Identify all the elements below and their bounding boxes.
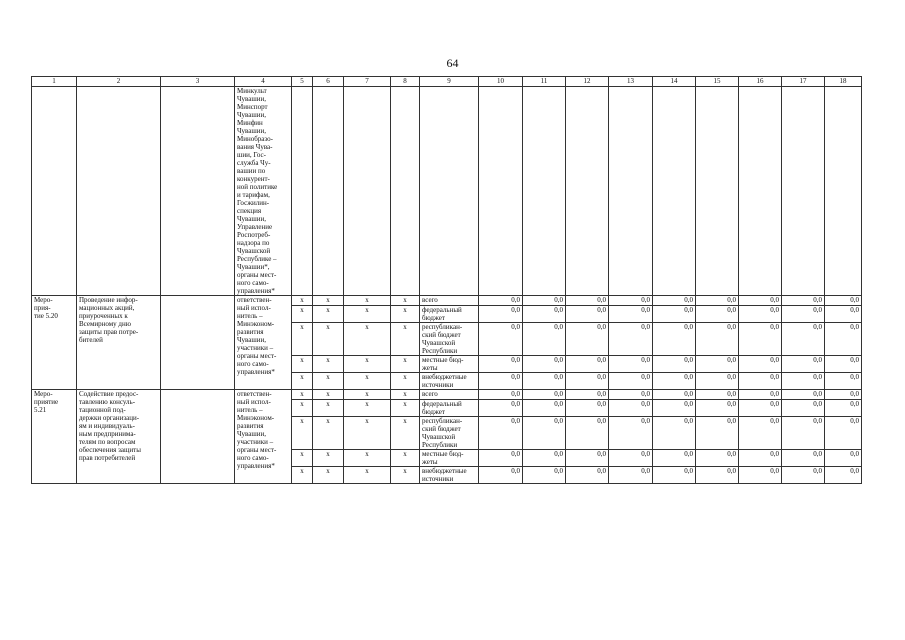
code-cell: x <box>313 450 344 467</box>
funding-value: 0,0 <box>825 323 862 356</box>
continuation-row <box>32 87 862 296</box>
code-cell: x <box>292 450 313 467</box>
funding-value: 0,0 <box>523 390 566 400</box>
funding-value: 0,0 <box>739 450 782 467</box>
cell-col3 <box>161 390 235 484</box>
funding-value: 0,0 <box>566 323 609 356</box>
funding-value: 0,0 <box>609 467 653 484</box>
funding-value: 0,0 <box>609 296 653 306</box>
funding-value: 0,0 <box>825 467 862 484</box>
cell-empty <box>825 87 862 296</box>
program-table <box>31 76 862 484</box>
column-number: 1 <box>32 77 77 87</box>
code-cell: x <box>344 450 391 467</box>
code-cell: x <box>313 417 344 450</box>
funding-value: 0,0 <box>653 390 696 400</box>
funding-value: 0,0 <box>523 296 566 306</box>
funding-value: 0,0 <box>653 467 696 484</box>
cell-empty <box>77 87 161 296</box>
funding-value: 0,0 <box>696 390 739 400</box>
column-number-row <box>32 77 862 87</box>
cell-empty <box>739 87 782 296</box>
code-cell: x <box>292 373 313 390</box>
funding-value: 0,0 <box>653 306 696 323</box>
code-cell: x <box>292 467 313 484</box>
funding-value: 0,0 <box>696 417 739 450</box>
cell-empty <box>782 87 825 296</box>
funding-value: 0,0 <box>782 306 825 323</box>
code-cell: x <box>391 400 420 417</box>
funding-value: 0,0 <box>653 356 696 373</box>
cell-empty <box>420 87 479 296</box>
funding-value: 0,0 <box>782 467 825 484</box>
column-number: 8 <box>391 77 420 87</box>
funding-value: 0,0 <box>609 400 653 417</box>
funding-source: внебюджетные источники <box>420 467 479 484</box>
code-cell: x <box>313 296 344 306</box>
funding-value: 0,0 <box>479 390 523 400</box>
funding-value: 0,0 <box>696 356 739 373</box>
activity-title: Проведение инфор- мационных акций, приуроченных к Всемирному дню защиты прав потре- бителей <box>77 296 161 390</box>
funding-source: внебюджетные источники <box>420 373 479 390</box>
funding-value: 0,0 <box>479 467 523 484</box>
funding-value: 0,0 <box>566 450 609 467</box>
code-cell: x <box>313 467 344 484</box>
funding-value: 0,0 <box>653 417 696 450</box>
code-cell: x <box>292 306 313 323</box>
funding-source: республикан- ский бюджет Чувашской Республики <box>420 417 479 450</box>
funding-value: 0,0 <box>609 323 653 356</box>
funding-value: 0,0 <box>523 356 566 373</box>
funding-value: 0,0 <box>566 390 609 400</box>
activity-code: Меро- приятие 5.21 <box>32 390 77 484</box>
activity-code: Меро- прия- тие 5.20 <box>32 296 77 390</box>
code-cell: x <box>344 373 391 390</box>
funding-value: 0,0 <box>479 417 523 450</box>
funding-value: 0,0 <box>739 296 782 306</box>
code-cell: x <box>344 417 391 450</box>
cell-col3 <box>161 296 235 390</box>
funding-value: 0,0 <box>739 323 782 356</box>
funding-value: 0,0 <box>523 467 566 484</box>
funding-value: 0,0 <box>523 306 566 323</box>
funding-source: федеральный бюджет <box>420 400 479 417</box>
code-cell: x <box>391 467 420 484</box>
funding-value: 0,0 <box>523 323 566 356</box>
cell-empty <box>653 87 696 296</box>
column-number: 9 <box>420 77 479 87</box>
code-cell: x <box>313 373 344 390</box>
code-cell: x <box>292 323 313 356</box>
code-cell: x <box>391 417 420 450</box>
funding-value: 0,0 <box>653 296 696 306</box>
funding-value: 0,0 <box>566 467 609 484</box>
code-cell: x <box>391 296 420 306</box>
code-cell: x <box>292 400 313 417</box>
funding-value: 0,0 <box>566 417 609 450</box>
cell-empty <box>609 87 653 296</box>
column-number: 6 <box>313 77 344 87</box>
code-cell: x <box>344 296 391 306</box>
column-number: 15 <box>696 77 739 87</box>
column-number: 2 <box>77 77 161 87</box>
code-cell: x <box>391 373 420 390</box>
funding-source: всего <box>420 390 479 400</box>
continuation-executors: Минкульт Чувашии, Минспорт Чувашии, Минфин Чувашии, Минобразо- вания Чува- шии, Гос- служба Чу- вашии по конкурент- ной политике и тарифам, Госжилин- спекция Чувашии, Управление Роспотреб- надзора по Чувашской Республике – Чувашии*, органы мест- ного само- управления* <box>235 87 292 296</box>
code-cell: x <box>344 390 391 400</box>
column-number: 12 <box>566 77 609 87</box>
funding-value: 0,0 <box>825 390 862 400</box>
funding-value: 0,0 <box>609 417 653 450</box>
column-number: 17 <box>782 77 825 87</box>
code-cell: x <box>313 356 344 373</box>
cell-empty <box>523 87 566 296</box>
funding-value: 0,0 <box>566 400 609 417</box>
code-cell: x <box>391 390 420 400</box>
funding-source: местные бюд- жеты <box>420 356 479 373</box>
funding-value: 0,0 <box>782 400 825 417</box>
cell-empty <box>696 87 739 296</box>
funding-value: 0,0 <box>739 467 782 484</box>
code-cell: x <box>313 390 344 400</box>
column-number: 3 <box>161 77 235 87</box>
funding-value: 0,0 <box>479 306 523 323</box>
funding-source: федеральный бюджет <box>420 306 479 323</box>
funding-value: 0,0 <box>825 296 862 306</box>
funding-value: 0,0 <box>653 323 696 356</box>
funding-value: 0,0 <box>825 417 862 450</box>
code-cell: x <box>313 306 344 323</box>
code-cell: x <box>391 323 420 356</box>
funding-value: 0,0 <box>782 373 825 390</box>
funding-value: 0,0 <box>825 356 862 373</box>
funding-value: 0,0 <box>566 306 609 323</box>
funding-value: 0,0 <box>739 417 782 450</box>
funding-value: 0,0 <box>479 400 523 417</box>
code-cell: x <box>313 323 344 356</box>
funding-source: республикан- ский бюджет Чувашской Республики <box>420 323 479 356</box>
code-cell: x <box>344 323 391 356</box>
funding-value: 0,0 <box>782 450 825 467</box>
code-cell: x <box>344 400 391 417</box>
funding-value: 0,0 <box>782 356 825 373</box>
column-number: 16 <box>739 77 782 87</box>
activity-title: Содействие предос- тавлению консуль- тационной под- держки организаци- ям и индивидуаль- ным предпринима- телям по вопросам обеспечения защиты прав потребителей <box>77 390 161 484</box>
code-cell: x <box>344 356 391 373</box>
cell-empty <box>344 87 391 296</box>
funding-value: 0,0 <box>653 450 696 467</box>
code-cell: x <box>292 390 313 400</box>
activity-executors: ответствен- ный испол- нитель – Минэконом- развития Чувашии, участники – органы мест- ного само- управления* <box>235 390 292 484</box>
table-row <box>32 296 862 306</box>
funding-value: 0,0 <box>609 356 653 373</box>
code-cell: x <box>391 356 420 373</box>
cell-empty <box>313 87 344 296</box>
funding-value: 0,0 <box>566 356 609 373</box>
column-number: 7 <box>344 77 391 87</box>
column-number: 5 <box>292 77 313 87</box>
funding-value: 0,0 <box>825 373 862 390</box>
funding-value: 0,0 <box>566 373 609 390</box>
funding-value: 0,0 <box>479 356 523 373</box>
funding-value: 0,0 <box>479 373 523 390</box>
code-cell: x <box>292 296 313 306</box>
funding-value: 0,0 <box>739 306 782 323</box>
cell-empty <box>566 87 609 296</box>
funding-value: 0,0 <box>479 450 523 467</box>
funding-value: 0,0 <box>696 306 739 323</box>
code-cell: x <box>391 450 420 467</box>
funding-value: 0,0 <box>739 400 782 417</box>
funding-value: 0,0 <box>782 296 825 306</box>
cell-empty <box>292 87 313 296</box>
funding-value: 0,0 <box>739 356 782 373</box>
funding-value: 0,0 <box>739 390 782 400</box>
cell-empty <box>161 87 235 296</box>
funding-value: 0,0 <box>696 467 739 484</box>
funding-source: всего <box>420 296 479 306</box>
column-number: 18 <box>825 77 862 87</box>
cell-empty <box>32 87 77 296</box>
funding-value: 0,0 <box>609 306 653 323</box>
funding-value: 0,0 <box>782 390 825 400</box>
funding-source: местные бюд- жеты <box>420 450 479 467</box>
column-number: 14 <box>653 77 696 87</box>
table-row <box>32 390 862 400</box>
code-cell: x <box>344 306 391 323</box>
funding-value: 0,0 <box>696 450 739 467</box>
column-number: 10 <box>479 77 523 87</box>
cell-empty <box>479 87 523 296</box>
code-cell: x <box>344 467 391 484</box>
code-cell: x <box>292 417 313 450</box>
funding-value: 0,0 <box>609 450 653 467</box>
funding-value: 0,0 <box>696 323 739 356</box>
column-number: 4 <box>235 77 292 87</box>
code-cell: x <box>313 400 344 417</box>
page-number: 64 <box>446 56 459 70</box>
cell-empty <box>391 87 420 296</box>
code-cell: x <box>292 356 313 373</box>
funding-value: 0,0 <box>523 450 566 467</box>
funding-value: 0,0 <box>609 390 653 400</box>
column-number: 13 <box>609 77 653 87</box>
funding-value: 0,0 <box>825 400 862 417</box>
funding-value: 0,0 <box>825 306 862 323</box>
funding-value: 0,0 <box>696 400 739 417</box>
funding-value: 0,0 <box>696 296 739 306</box>
activity-executors: ответствен- ный испол- нитель – Минэконом- развития Чувашии, участники – органы мест- ного само- управления* <box>235 296 292 390</box>
funding-value: 0,0 <box>523 400 566 417</box>
funding-value: 0,0 <box>523 417 566 450</box>
column-number: 11 <box>523 77 566 87</box>
funding-value: 0,0 <box>696 373 739 390</box>
funding-value: 0,0 <box>566 296 609 306</box>
funding-value: 0,0 <box>825 450 862 467</box>
funding-value: 0,0 <box>653 373 696 390</box>
funding-value: 0,0 <box>782 417 825 450</box>
code-cell: x <box>391 306 420 323</box>
funding-value: 0,0 <box>653 400 696 417</box>
funding-value: 0,0 <box>479 323 523 356</box>
funding-value: 0,0 <box>609 373 653 390</box>
funding-value: 0,0 <box>739 373 782 390</box>
funding-value: 0,0 <box>782 323 825 356</box>
funding-value: 0,0 <box>523 373 566 390</box>
funding-value: 0,0 <box>479 296 523 306</box>
